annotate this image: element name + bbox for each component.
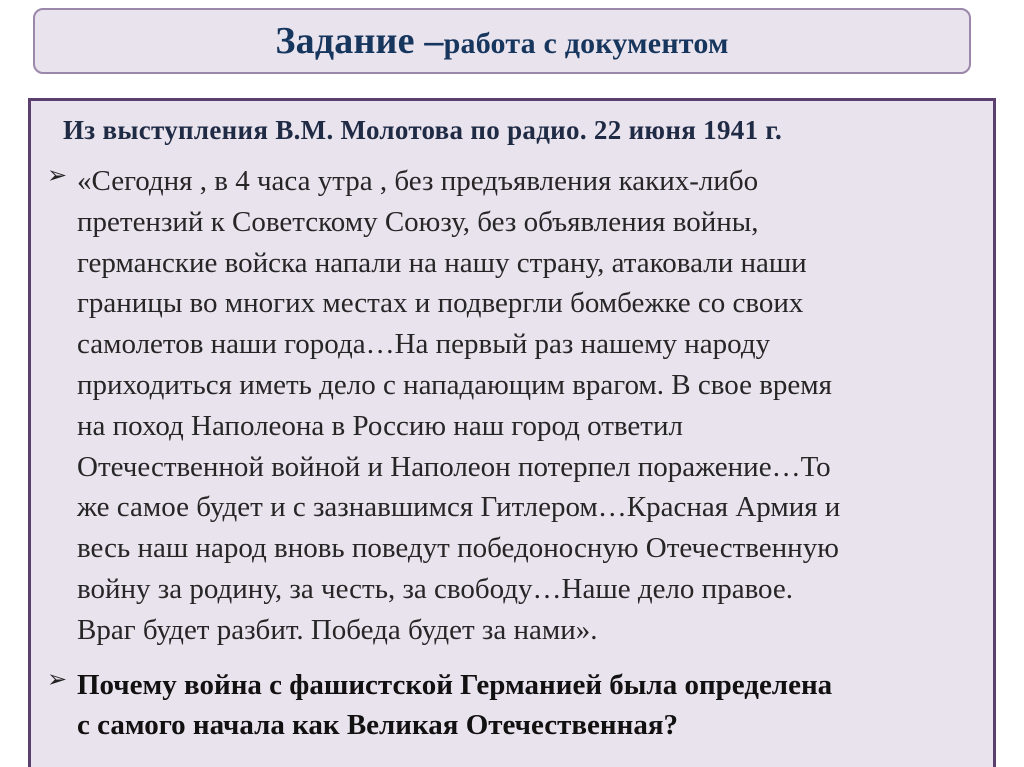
arrow-bullet-icon: ➢ [47,665,68,693]
title-main: Задание – [275,20,444,62]
quote-text: «Сегодня , в 4 часа утра , без предъявления каких-либо претензий к Советскому Союзу, без объявления войны, германские войска напали на нашу страну, атаковали наши границы во многих местах и подвергли бомбежке со своих самолетов наши города…На первый раз нашему народу приходиться иметь дело с нападающим врагом. В свое время на поход Наполеона в Россию наш город ответил Отечественной войной и Наполеон потерпел поражение…То же самое будет и с зазнавшимся Гитлером…Красная Армия и весь наш народ вновь поведут победоносную Отечественную войну за родину, за честь, за свободу…Наше дело правое. Враг будет разбит. Победа будет за нами». [77,165,841,646]
question-text: Почему война с фашистской Германией была определена с самого начала как Великая Отечественная? [77,669,833,741]
arrow-bullet-icon: ➢ [47,161,68,189]
title-rest: работа с документом [443,27,729,60]
page-title [275,19,728,63]
document-heading: Из выступления В.М. Молотова по радио. 22 июня 1941 г. [63,115,782,145]
document-panel [28,98,996,767]
title-banner [33,8,971,74]
